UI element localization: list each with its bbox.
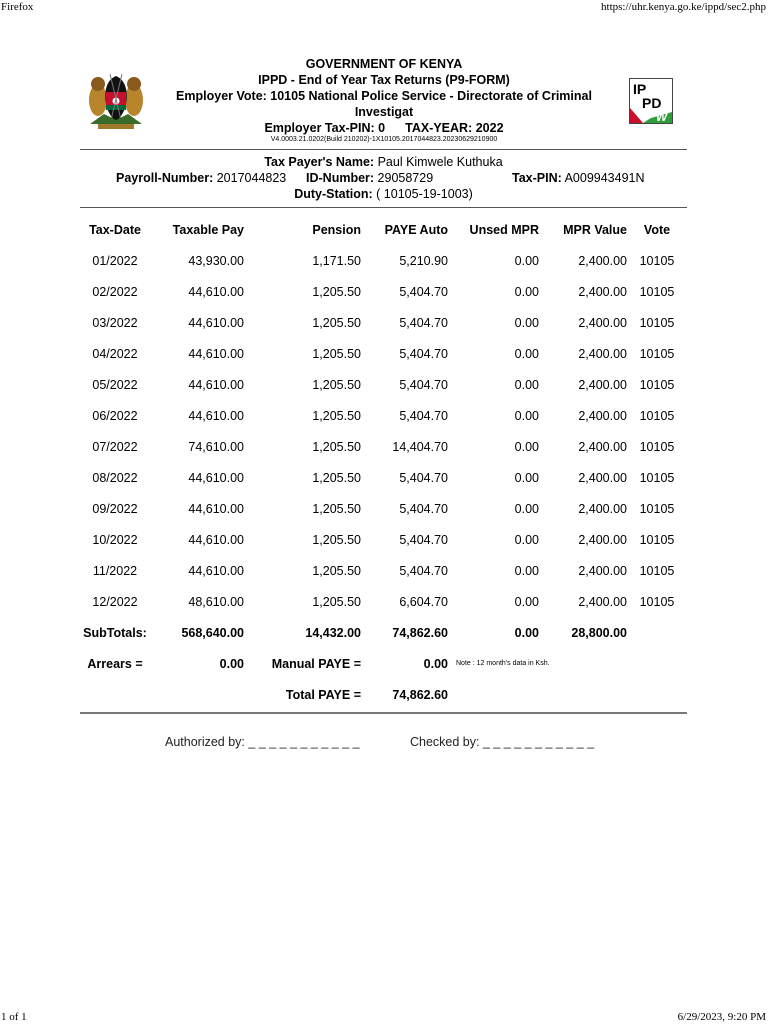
cell-mpr-value: 2,400.00 — [578, 563, 627, 578]
cell-pension: 1,205.50 — [312, 377, 361, 392]
duty-station-row — [80, 186, 687, 202]
cell-pension: 1,205.50 — [312, 439, 361, 454]
cell-pension: 1,205.50 — [312, 563, 361, 578]
employer-vote: Employer Vote: 10105 National Police Service - Directorate of Criminal — [176, 89, 592, 103]
cell-pension: 1,171.50 — [312, 253, 361, 268]
subtotal-taxable-pay: 568,640.00 — [181, 625, 244, 640]
table-row — [80, 524, 687, 555]
page-count: 1 of 1 — [1, 1011, 27, 1023]
id-label: ID-Number: — [306, 171, 375, 185]
payroll-number — [116, 170, 286, 186]
cell-mpr-value: 2,400.00 — [578, 408, 627, 423]
tax-year: TAX-YEAR: 2022 — [405, 121, 504, 135]
cell-paye-auto: 5,404.70 — [399, 346, 448, 361]
cell-vote: 10105 — [639, 346, 675, 361]
tax-table — [80, 214, 687, 710]
cell-mpr-value: 2,400.00 — [578, 315, 627, 330]
print-header — [0, 1, 768, 15]
cell-tax-date: 12/2022 — [92, 594, 138, 609]
cell-paye-auto: 5,404.70 — [399, 284, 448, 299]
table-row — [80, 493, 687, 524]
taxpayer-name: Paul Kimwele Kuthuka — [377, 155, 503, 169]
cell-vote: 10105 — [639, 253, 675, 268]
cell-unsed-mpr: 0.00 — [514, 346, 539, 361]
col-vote: Vote — [643, 222, 671, 237]
subtotals-row — [80, 617, 687, 648]
cell-paye-auto: 5,404.70 — [399, 408, 448, 423]
col-unsed-mpr: Unsed MPR — [469, 222, 539, 237]
cell-tax-date: 05/2022 — [92, 377, 138, 392]
cell-tax-date: 10/2022 — [92, 532, 138, 547]
cell-taxable-pay: 44,610.00 — [188, 532, 244, 547]
subtotals-label: SubTotals: — [83, 625, 147, 640]
cell-pension: 1,205.50 — [312, 594, 361, 609]
table-row — [80, 245, 687, 276]
cell-tax-date: 01/2022 — [92, 253, 138, 268]
cell-tax-date: 08/2022 — [92, 470, 138, 485]
cell-tax-date: 02/2022 — [92, 284, 138, 299]
cell-taxable-pay: 43,930.00 — [188, 253, 244, 268]
cell-mpr-value: 2,400.00 — [578, 501, 627, 516]
taxpayer-info — [80, 154, 687, 202]
table-row — [80, 338, 687, 369]
cell-vote: 10105 — [639, 470, 675, 485]
employer-pin-year — [160, 120, 608, 136]
ippd-logo-icon — [629, 78, 673, 124]
col-mpr-value: MPR Value — [563, 222, 627, 237]
cell-taxable-pay: 48,610.00 — [188, 594, 244, 609]
cell-taxable-pay: 44,610.00 — [188, 284, 244, 299]
ippd-letters-w: W — [656, 110, 668, 124]
page-url: https://uhr.kenya.go.ke/ippd/sec2.php — [601, 1, 766, 13]
cell-tax-date: 06/2022 — [92, 408, 138, 423]
payroll-value: 2017044823 — [216, 171, 287, 185]
subtotal-pension: 14,432.00 — [305, 625, 361, 640]
table-row — [80, 462, 687, 493]
ippd-letters-pd: PD — [642, 95, 662, 111]
cell-unsed-mpr: 0.00 — [514, 501, 539, 516]
cell-paye-auto: 5,210.90 — [399, 253, 448, 268]
manual-paye-value: 0.00 — [423, 656, 448, 671]
col-taxable-pay: Taxable Pay — [172, 222, 244, 237]
employer-tax-pin: Employer Tax-PIN: 0 — [264, 121, 386, 135]
kenya-coat-of-arms-icon — [84, 70, 148, 132]
cell-mpr-value: 2,400.00 — [578, 532, 627, 547]
cell-unsed-mpr: 0.00 — [514, 284, 539, 299]
cell-unsed-mpr: 0.00 — [514, 439, 539, 454]
divider-mid — [80, 207, 687, 208]
cell-tax-date: 09/2022 — [92, 501, 138, 516]
cell-vote: 10105 — [639, 408, 675, 423]
total-paye-value: 74,862.60 — [392, 687, 448, 702]
cell-paye-auto: 5,404.70 — [399, 377, 448, 392]
cell-paye-auto: 6,604.70 — [399, 594, 448, 609]
duty-station-value: ( 10105-19-1003) — [376, 187, 473, 201]
id-value: 29058729 — [377, 171, 434, 185]
cell-tax-date: 04/2022 — [92, 346, 138, 361]
divider-bottom — [80, 712, 687, 714]
cell-paye-auto: 5,404.70 — [399, 501, 448, 516]
cell-taxable-pay: 44,610.00 — [188, 563, 244, 578]
form-title: IPPD - End of Year Tax Returns (P9-FORM) — [258, 73, 510, 87]
cell-paye-auto: 5,404.70 — [399, 563, 448, 578]
cell-taxable-pay: 44,610.00 — [188, 408, 244, 423]
cell-pension: 1,205.50 — [312, 346, 361, 361]
cell-paye-auto: 5,404.70 — [399, 532, 448, 547]
total-paye-row — [80, 679, 687, 710]
cell-mpr-value: 2,400.00 — [578, 594, 627, 609]
id-number — [306, 170, 433, 186]
subtotal-mpr-value: 28,800.00 — [571, 625, 627, 640]
cell-vote: 10105 — [639, 563, 675, 578]
tax-pin-label: Tax-PIN: — [512, 171, 562, 185]
payroll-label: Payroll-Number: — [116, 171, 214, 185]
cell-unsed-mpr: 0.00 — [514, 408, 539, 423]
cell-taxable-pay: 44,610.00 — [188, 501, 244, 516]
checked-by: Checked by: _ _ _ _ _ _ _ _ _ _ _ — [410, 735, 595, 749]
taxpayer-name-row — [80, 154, 687, 170]
cell-mpr-value: 2,400.00 — [578, 377, 627, 392]
employer-vote-cont: Investigat — [354, 105, 414, 119]
arrears-row — [80, 648, 687, 679]
cell-tax-date: 07/2022 — [92, 439, 138, 454]
cell-unsed-mpr: 0.00 — [514, 470, 539, 485]
cell-vote: 10105 — [639, 315, 675, 330]
cell-pension: 1,205.50 — [312, 501, 361, 516]
col-tax-date: Tax-Date — [89, 222, 141, 237]
cell-tax-date: 03/2022 — [92, 315, 138, 330]
government-title: GOVERNMENT OF KENYA — [305, 57, 463, 71]
table-row — [80, 431, 687, 462]
cell-paye-auto: 5,404.70 — [399, 470, 448, 485]
cell-mpr-value: 2,400.00 — [578, 253, 627, 268]
browser-title: Firefox — [1, 1, 34, 13]
cell-taxable-pay: 44,610.00 — [188, 470, 244, 485]
print-footer — [0, 1011, 768, 1025]
table-row — [80, 369, 687, 400]
subtotal-unsed-mpr: 0.00 — [514, 625, 539, 640]
manual-paye-label: Manual PAYE = — [271, 656, 361, 671]
cell-unsed-mpr: 0.00 — [514, 253, 539, 268]
table-header-row — [80, 214, 687, 245]
currency-note: Note : 12 month's data in Ksh. — [456, 660, 550, 667]
cell-vote: 10105 — [639, 284, 675, 299]
duty-station-label: Duty-Station: — [294, 187, 373, 201]
tax-pin-value: A009943491N — [564, 171, 645, 185]
table-row — [80, 555, 687, 586]
version-string: V4.0003.21.0202(Build 210202)-1X10105.2017044823.20230629210900 — [270, 136, 498, 143]
cell-mpr-value: 2,400.00 — [578, 346, 627, 361]
cell-mpr-value: 2,400.00 — [578, 439, 627, 454]
cell-mpr-value: 2,400.00 — [578, 284, 627, 299]
cell-vote: 10105 — [639, 377, 675, 392]
divider-top — [80, 149, 687, 150]
print-timestamp: 6/29/2023, 9:20 PM — [677, 1011, 766, 1023]
document-header — [160, 56, 608, 144]
cell-paye-auto: 5,404.70 — [399, 315, 448, 330]
arrears-label: Arrears = — [87, 656, 143, 671]
cell-unsed-mpr: 0.00 — [514, 315, 539, 330]
cell-taxable-pay: 44,610.00 — [188, 377, 244, 392]
cell-unsed-mpr: 0.00 — [514, 594, 539, 609]
col-paye-auto: PAYE Auto — [384, 222, 448, 237]
table-row — [80, 307, 687, 338]
cell-vote: 10105 — [639, 501, 675, 516]
ippd-logo — [629, 78, 673, 124]
cell-taxable-pay: 74,610.00 — [188, 439, 244, 454]
cell-tax-date: 11/2022 — [92, 563, 138, 578]
table-row — [80, 400, 687, 431]
cell-taxable-pay: 44,610.00 — [188, 346, 244, 361]
cell-paye-auto: 14,404.70 — [392, 439, 448, 454]
table-row — [80, 586, 687, 617]
cell-pension: 1,205.50 — [312, 315, 361, 330]
cell-pension: 1,205.50 — [312, 532, 361, 547]
authorized-by: Authorized by: _ _ _ _ _ _ _ _ _ _ _ — [165, 735, 360, 749]
tax-pin — [512, 170, 645, 186]
cell-pension: 1,205.50 — [312, 408, 361, 423]
cell-mpr-value: 2,400.00 — [578, 470, 627, 485]
cell-vote: 10105 — [639, 439, 675, 454]
arrears-value: 0.00 — [219, 656, 244, 671]
cell-pension: 1,205.50 — [312, 470, 361, 485]
taxpayer-name-label: Tax Payer's Name: — [264, 155, 375, 169]
cell-vote: 10105 — [639, 532, 675, 547]
total-paye-label: Total PAYE = — [285, 687, 361, 702]
cell-unsed-mpr: 0.00 — [514, 377, 539, 392]
col-pension: Pension — [312, 222, 361, 237]
cell-pension: 1,205.50 — [312, 284, 361, 299]
ippd-letters-ip: IP — [633, 81, 647, 97]
cell-taxable-pay: 44,610.00 — [188, 315, 244, 330]
cell-vote: 10105 — [639, 594, 675, 609]
cell-unsed-mpr: 0.00 — [514, 563, 539, 578]
subtotal-paye-auto: 74,862.60 — [392, 625, 448, 640]
cell-unsed-mpr: 0.00 — [514, 532, 539, 547]
table-row — [80, 276, 687, 307]
taxpayer-ids-row — [80, 170, 687, 186]
